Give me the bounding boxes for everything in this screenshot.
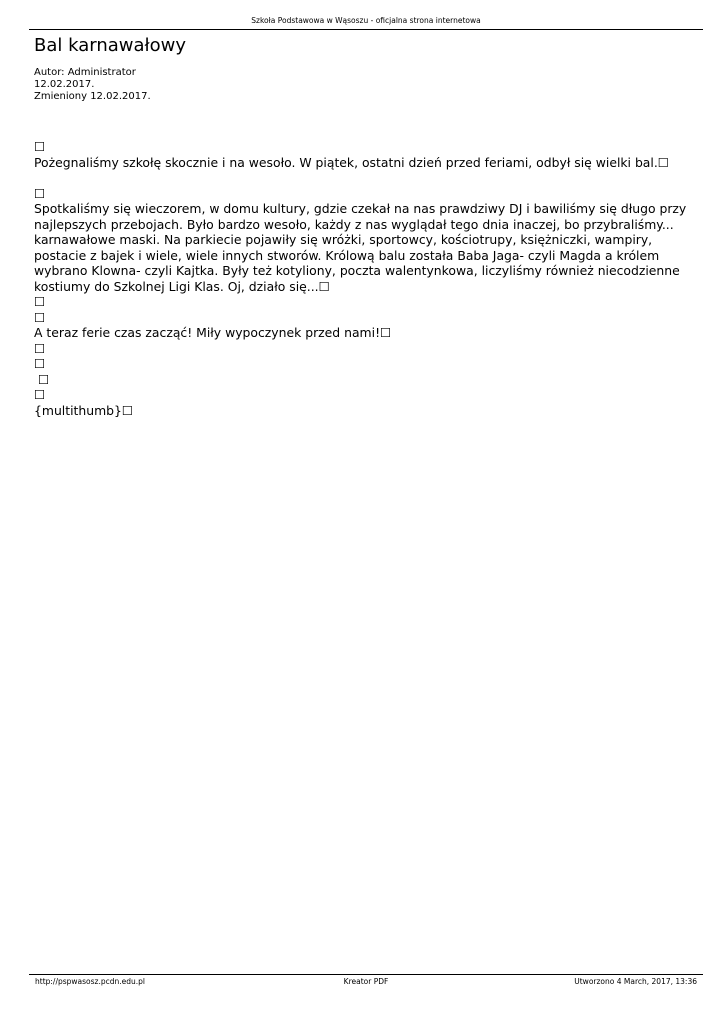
content-line: ☐ bbox=[34, 371, 50, 387]
content-line: {multithumb}☐ bbox=[34, 402, 134, 418]
content-line: ☐ bbox=[34, 387, 46, 402]
content-line: ☐ bbox=[34, 294, 46, 309]
site-title: Szkoła Podstawowa w Wąsoszu - oficjalna strona internetowa bbox=[251, 16, 481, 25]
footer-created: Utworzono 4 March, 2017, 13:36 bbox=[574, 977, 697, 986]
modified-date: Zmieniony 12.02.2017. bbox=[34, 91, 151, 102]
article-meta bbox=[34, 67, 151, 103]
content-line: A teraz ferie czas zacząć! Miły wypoczynek przed nami!☐ bbox=[34, 325, 392, 340]
footer-url: http://pspwasosz.pcdn.edu.pl bbox=[35, 977, 145, 986]
page-footer bbox=[29, 974, 703, 987]
content-line: ☐ bbox=[34, 356, 46, 371]
page-header bbox=[29, 15, 703, 30]
publish-date: 12.02.2017. bbox=[34, 79, 95, 90]
content-paragraph: Spotkaliśmy się wieczorem, w domu kultury, gdzie czekał na nas prawdziwy DJ i bawiliśmy się długo przy najlepszych przebojach. Było bardzo wesoło, każdy z nas wyglądał tego dnia inaczej, bo przybraliśmy... karnawałowe maski. Na parkiecie pojawiły się wróżki, sportowcy, kościotrupy, księżniczki, wampiry, postacie z bajek i wiele, wiele innych stworów. Królową balu została Baba Jaga- czyli Magda a królem wybrano Klowna- czyli Kajtka. Były też kotyliony, poczta walentynkowa, liczyliśmy również niecodzienne kostiumy do Szkolnej Ligi Klas. Oj, działo się...☐ bbox=[34, 201, 687, 294]
content-line: ☐ bbox=[34, 139, 46, 154]
article-content bbox=[34, 139, 694, 418]
content-line: ☐ bbox=[34, 340, 46, 356]
author-line: Autor: Administrator bbox=[34, 67, 136, 78]
content-line: Pożegnaliśmy szkołę skocznie i na wesoło. W piątek, ostatni dzień przed feriami, odbył się wielki bal.☐ bbox=[34, 154, 669, 170]
content-line: ☐ bbox=[34, 185, 46, 201]
content-line: ☐ bbox=[34, 309, 46, 325]
article-title: Bal karnawałowy bbox=[34, 35, 187, 56]
footer-generator: Kreator PDF bbox=[343, 977, 389, 986]
content-line bbox=[34, 170, 694, 186]
